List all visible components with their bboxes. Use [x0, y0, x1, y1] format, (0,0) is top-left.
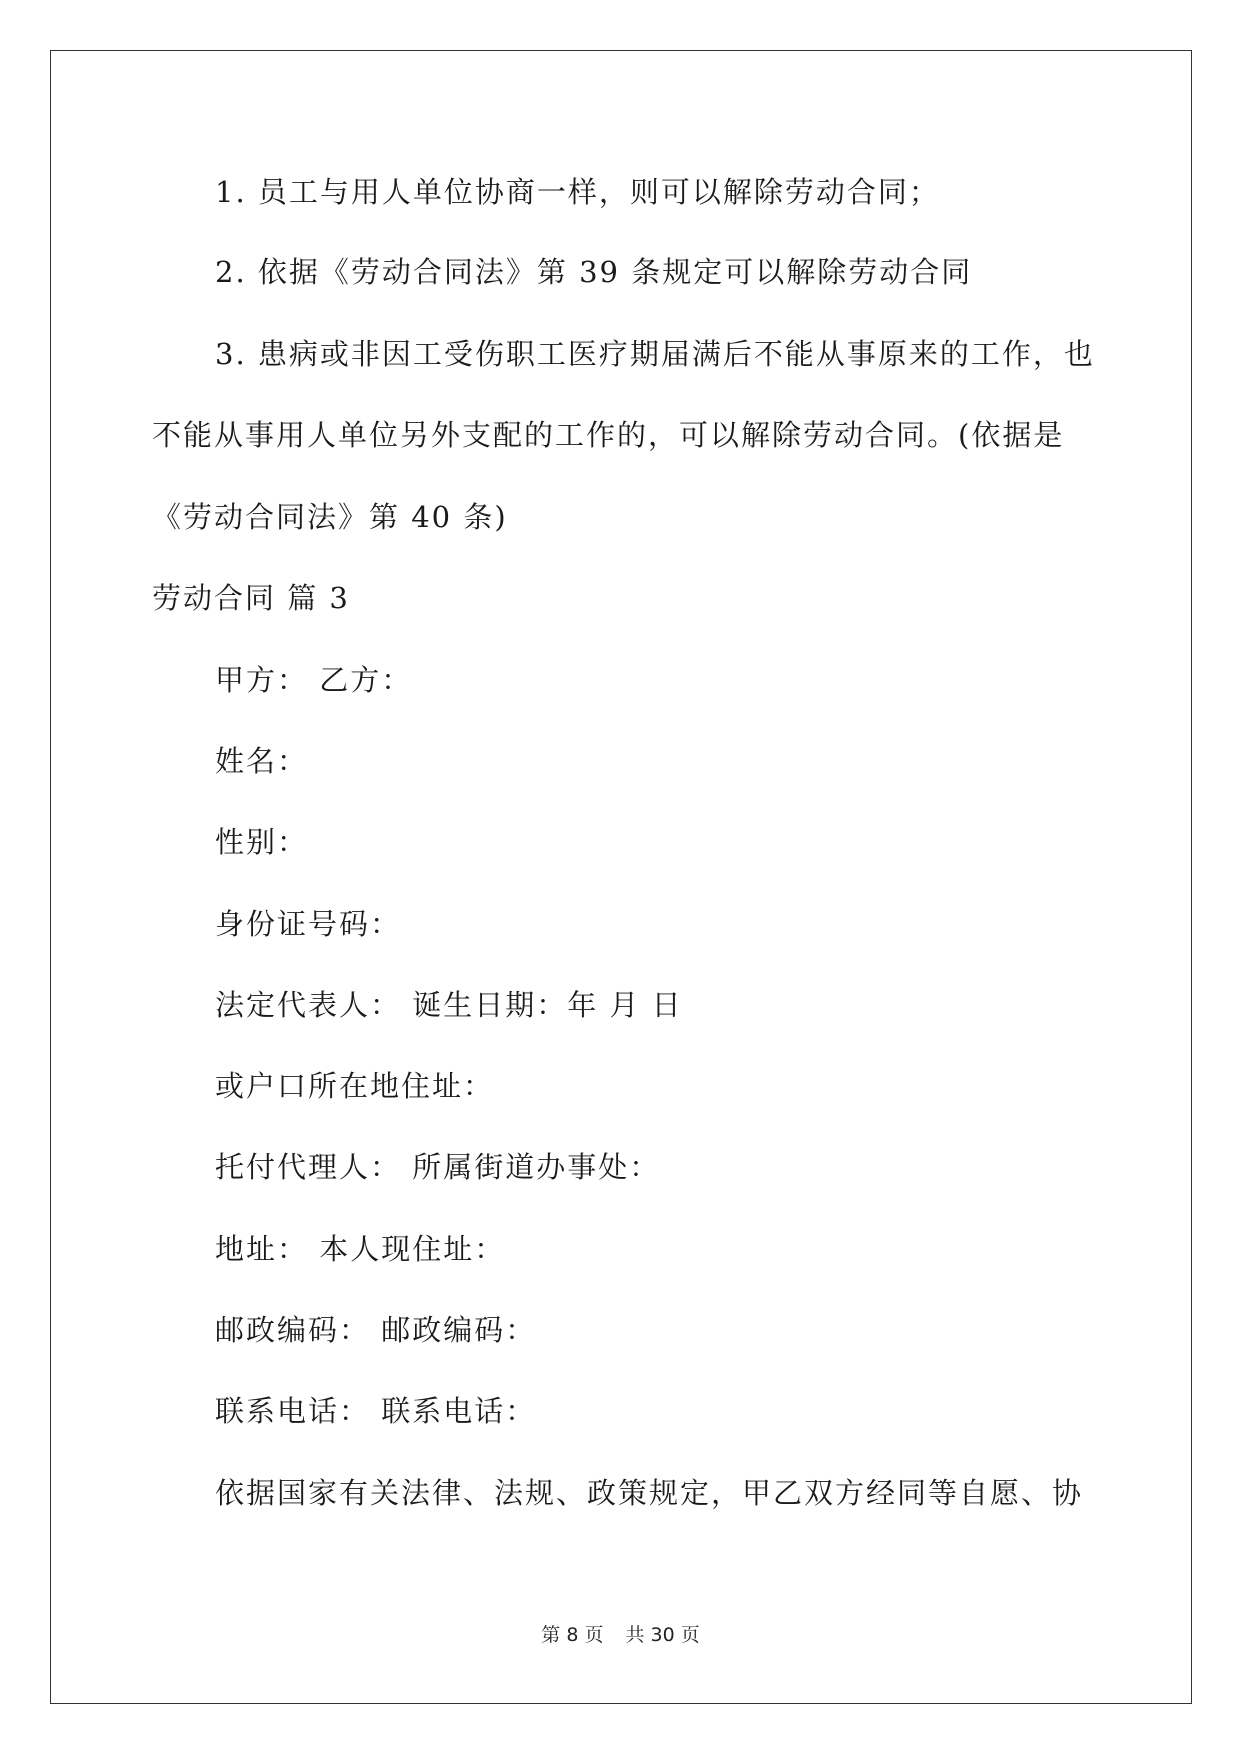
- party-line: 甲方： 乙方：: [215, 663, 413, 697]
- agreement-preamble: 依据国家有关法律、法规、政策规定，甲乙双方经同等自愿、协: [215, 1476, 1084, 1510]
- address-field: 地址： 本人现住址：: [215, 1232, 506, 1266]
- page-footer: [0, 1620, 1241, 1647]
- phone-field: 联系电话： 联系电话：: [215, 1394, 537, 1428]
- id-number-field: 身份证号码：: [215, 907, 402, 941]
- household-address-field: 或户口所在地住址：: [215, 1069, 495, 1103]
- page-number-current: 第 8 页: [541, 1624, 604, 1646]
- page-number-total: 共 30 页: [625, 1624, 700, 1646]
- clause-3-line-1: 3. 患病或非因工受伤职工医疗期届满后不能从事原来的工作，也: [215, 337, 1095, 371]
- clause-3-line-2: 不能从事用人单位另外支配的工作的，可以解除劳动合同。(依据是: [152, 418, 1065, 452]
- name-field: 姓名：: [215, 744, 309, 778]
- gender-field: 性别：: [215, 825, 309, 859]
- clause-3-line-3: 《劳动合同法》第 40 条): [152, 500, 508, 534]
- section-heading: 劳动合同 篇 3: [152, 581, 350, 615]
- postcode-field: 邮政编码： 邮政编码：: [215, 1313, 537, 1347]
- agent-subdistrict-field: 托付代理人： 所属街道办事处：: [215, 1150, 661, 1184]
- clause-1-text: 1. 员工与用人单位协商一样，则可以解除劳动合同；: [215, 175, 940, 209]
- page-border: [50, 50, 1192, 1704]
- legal-rep-birthdate-field: 法定代表人： 诞生日期：年 月 日: [215, 988, 683, 1022]
- clause-2-text: 2. 依据《劳动合同法》第 39 条规定可以解除劳动合同: [215, 255, 973, 289]
